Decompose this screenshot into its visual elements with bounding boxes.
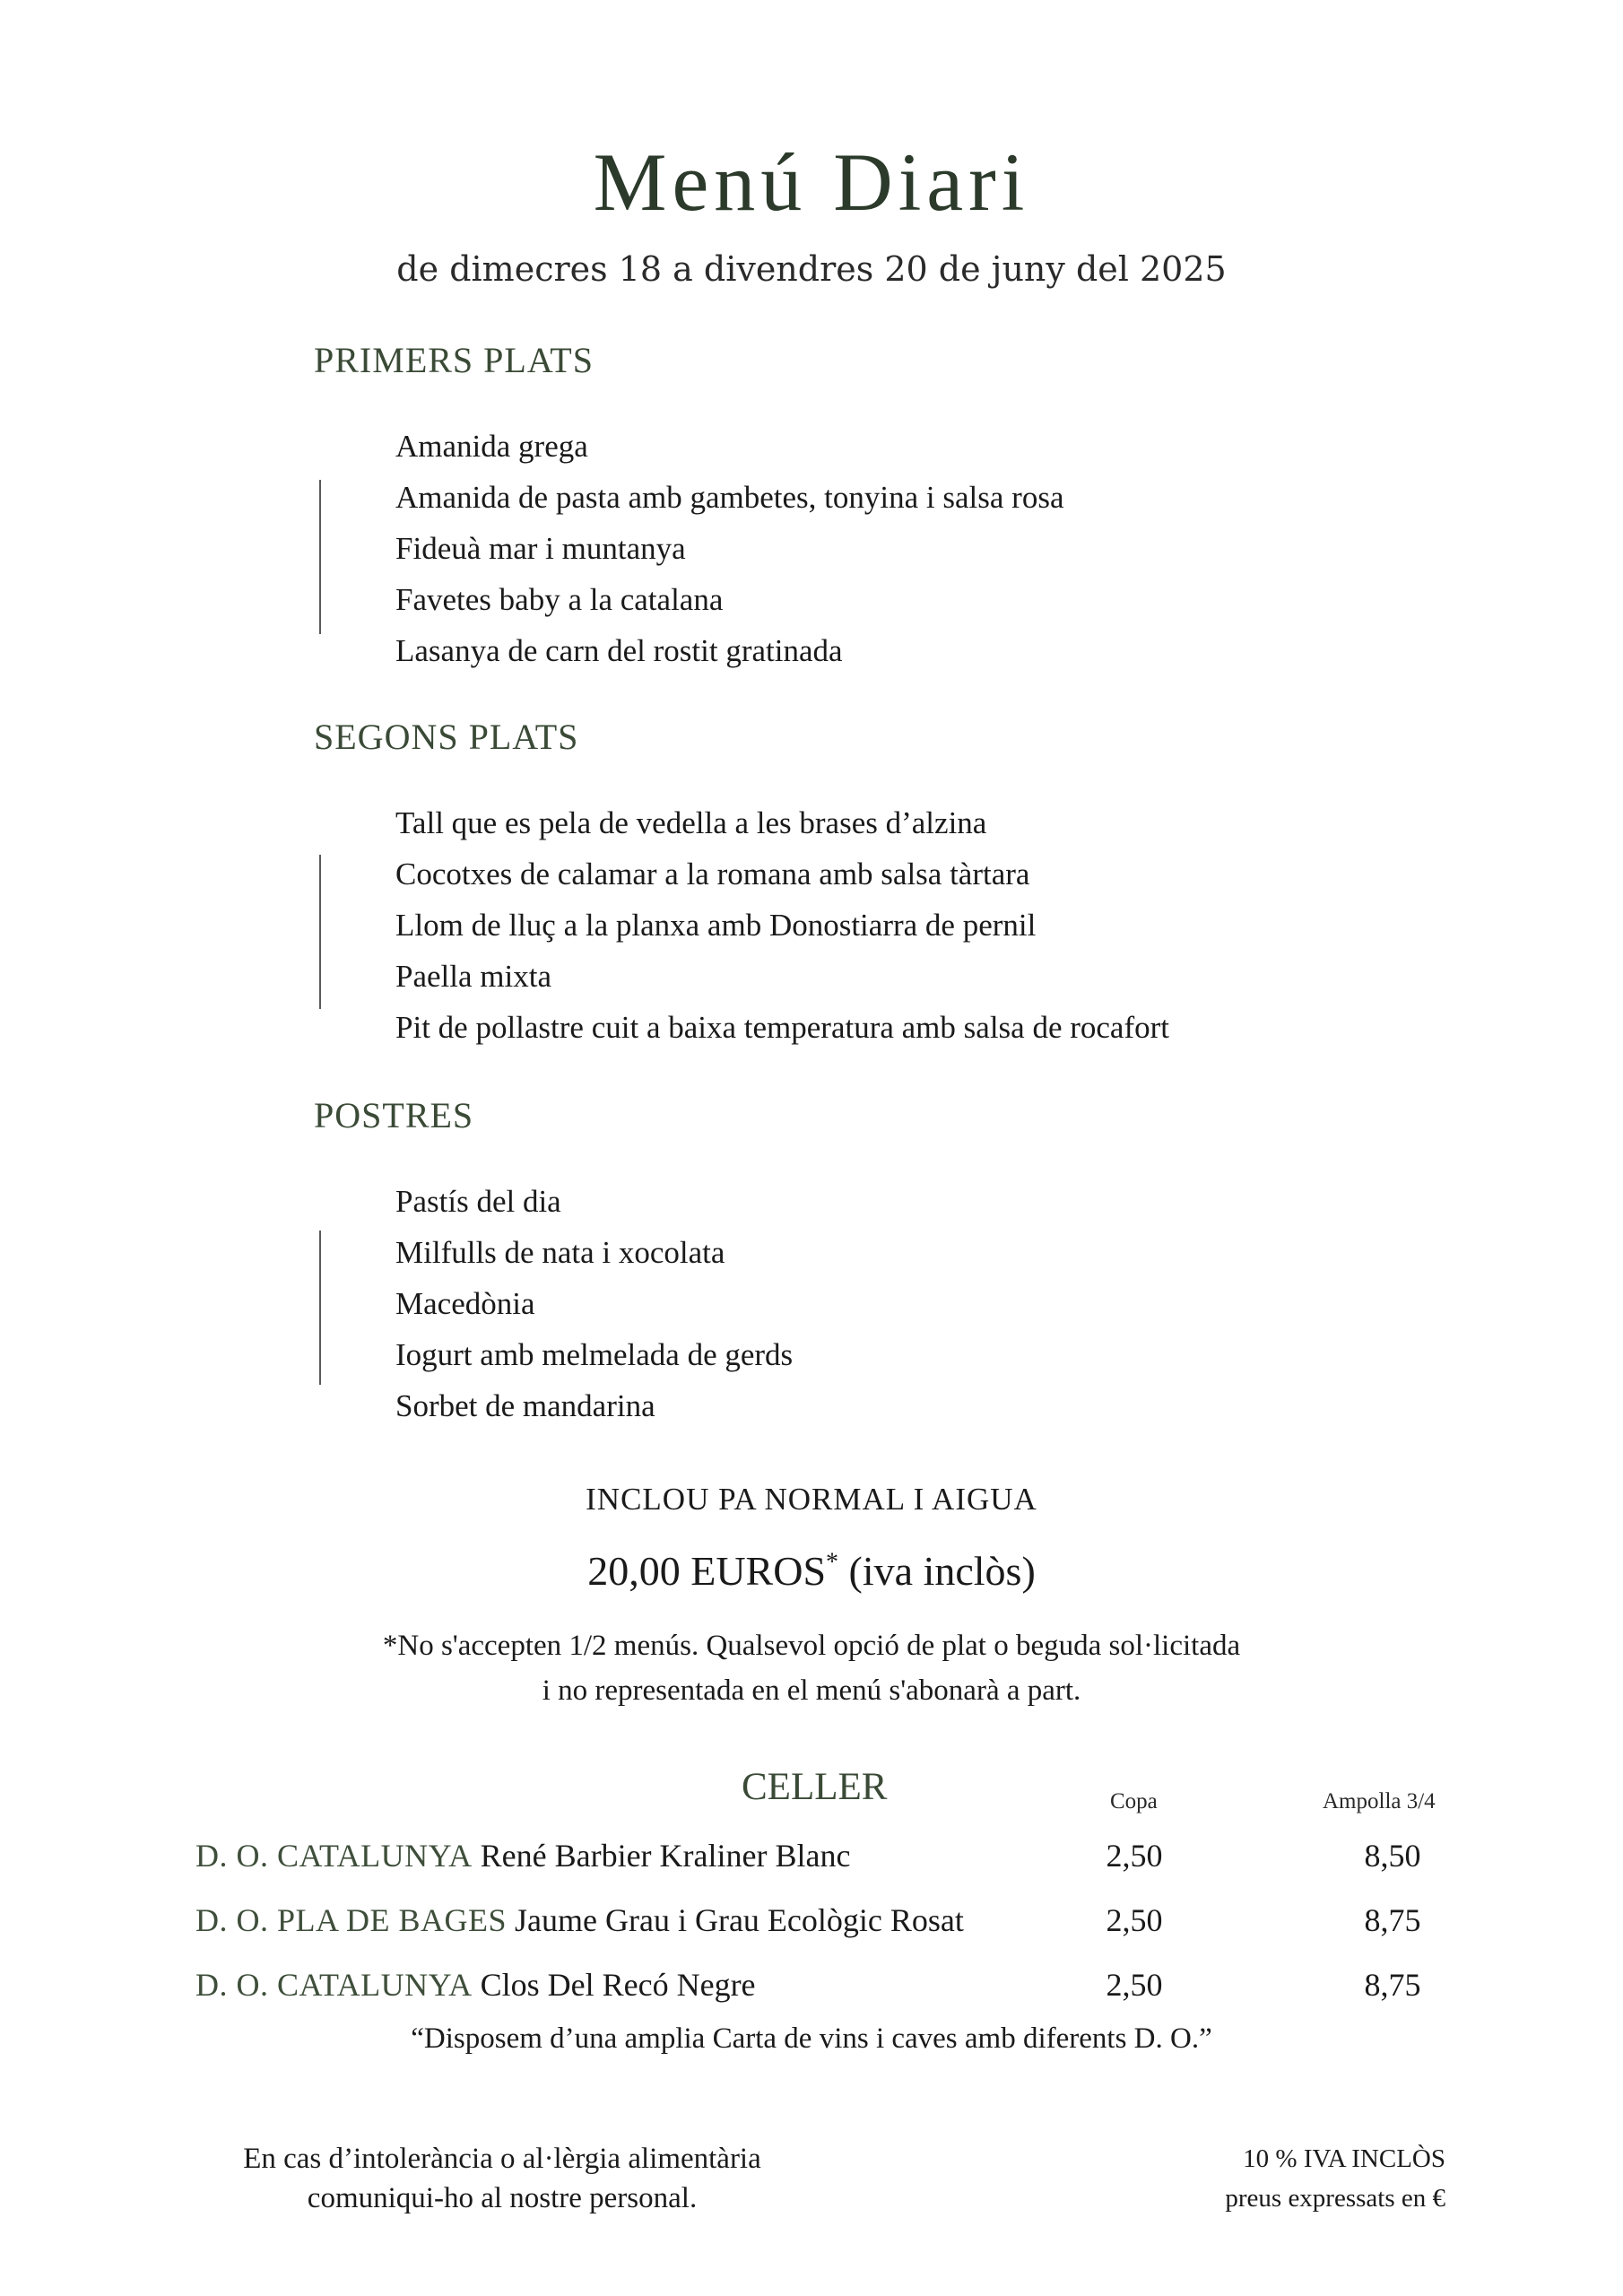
menu-item: Sorbet de mandarina	[395, 1388, 655, 1423]
price-tax: (iva inclòs)	[848, 1548, 1036, 1594]
price-amount: 20,00 EUROS	[587, 1548, 827, 1594]
menu-date-range: de dimecres 18 a divendres 20 de juny del 2025	[396, 249, 1227, 289]
price-asterisk: *	[826, 1548, 839, 1577]
column-header-ampolla: Ampolla 3/4	[1323, 1789, 1436, 1813]
wine-do: D. O. CATALUNYA	[195, 1967, 473, 2003]
allergy-line: comuniqui-ho al nostre personal.	[307, 2182, 698, 2214]
note-line: *No s'accepten 1/2 menús. Qualsevol opció de plat o beguda sol·licitada	[382, 1630, 1241, 1662]
section-title-postres: POSTRES	[314, 1095, 474, 1135]
wine-do: D. O. PLA DE BAGES	[195, 1902, 508, 1938]
menu-item: Favetes baby a la catalana	[395, 582, 724, 617]
wine-price-copa: 2,50	[1106, 1902, 1163, 1938]
menu-note	[0, 1623, 1623, 1713]
allergy-line: En cas d’intolerància o al·lèrgia alimentària	[243, 2143, 761, 2175]
section-divider-bar	[319, 855, 321, 1009]
section-divider-bar	[319, 1231, 321, 1385]
menu-item: Milfulls de nata i xocolata	[395, 1235, 725, 1270]
menu-item: Fideuà mar i muntanya	[395, 531, 686, 566]
iva-notice	[1076, 2139, 1445, 2218]
wine-row	[195, 1837, 850, 1874]
menu-item: Tall que es pela de vedella a les brases d’alzina	[395, 805, 987, 840]
menu-item: Iogurt amb melmelada de gerds	[395, 1337, 794, 1372]
wine-name: Clos Del Recó Negre	[480, 1967, 756, 2003]
menu-item: Pit de pollastre cuit a baixa temperatura amb salsa de rocafort	[395, 1010, 1169, 1045]
wine-price-copa: 2,50	[1106, 1838, 1163, 1874]
celler-title: CELLER	[742, 1766, 888, 1808]
wine-price-ampolla: 8,75	[1364, 1902, 1421, 1938]
menu-item: Macedònia	[395, 1286, 535, 1321]
column-header-copa: Copa	[1110, 1789, 1158, 1813]
includes-text: INCLOU PA NORMAL I AIGUA	[586, 1482, 1037, 1517]
menu-item: Amanida grega	[395, 429, 588, 464]
wine-name: Jaume Grau i Grau Ecològic Rosat	[515, 1902, 964, 1938]
iva-line: 10 % IVA INCLÒS	[1243, 2144, 1445, 2173]
menu-item: Amanida de pasta amb gambetes, tonyina i salsa rosa	[395, 480, 1064, 515]
menu-item: Pastís del dia	[395, 1184, 561, 1219]
allergy-notice	[179, 2139, 825, 2218]
wine-price-ampolla: 8,75	[1364, 1967, 1421, 2003]
wine-price-copa: 2,50	[1106, 1967, 1163, 2003]
menu-item: Lasanya de carn del rostit gratinada	[395, 633, 843, 668]
wine-row	[195, 1901, 964, 1939]
wine-list-note: “Disposem d’una amplia Carta de vins i caves amb diferents D. O.”	[411, 2022, 1212, 2055]
wine-name: René Barbier Kraliner Blanc	[480, 1838, 851, 1874]
menu-item: Paella mixta	[395, 959, 551, 994]
note-line: i no representada en el menú s'abonarà a part.	[542, 1674, 1081, 1707]
menu-item: Llom de lluç a la planxa amb Donostiarra de pernil	[395, 908, 1037, 943]
wine-do: D. O. CATALUNYA	[195, 1838, 473, 1874]
menu-title: Menú Diari	[593, 136, 1030, 228]
wine-row	[195, 1966, 756, 2004]
menu-price	[0, 1547, 1623, 1595]
section-title-primers: PRIMERS PLATS	[314, 340, 594, 380]
menu-item: Cocotxes de calamar a la romana amb salsa tàrtara	[395, 857, 1030, 891]
section-divider-bar	[319, 480, 321, 634]
currency-line: preus expressats en €	[1225, 2184, 1445, 2213]
wine-price-ampolla: 8,50	[1364, 1838, 1421, 1874]
section-title-segons: SEGONS PLATS	[314, 717, 579, 757]
